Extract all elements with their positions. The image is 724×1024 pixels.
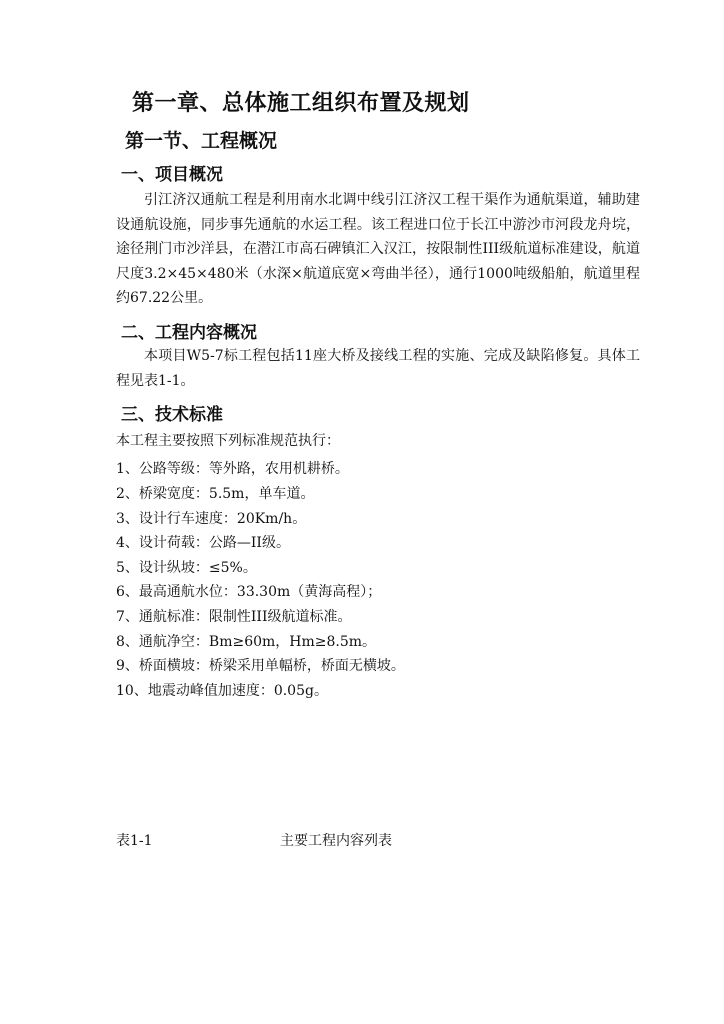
standard-item: 6、最高通航水位：33.30m（黄海高程）； xyxy=(116,584,382,600)
standard-item: 5、设计纵坡：≤5%。 xyxy=(116,560,257,576)
standard-item: 9、桥面横坡：桥梁采用单幅桥，桥面无横坡。 xyxy=(116,658,405,674)
overview-paragraph: 引江济汉通航工程是利用南水北调中线引江济汉工程干渠作为通航渠道，辅助建设通航设施，同步事先通航的水运工程。该工程进口位于长江中游沙市河段龙舟垸，途径荆门市沙洋县，在潜江市高石碑镇汇入汉江，按限制性III级航道标准建设，航道尺度3.2×45×480米（水深×航道底宽×弯曲半径），通行1000吨级船舶，航道里程约67.22公里。 xyxy=(116,192,640,307)
table-number: 表1-1 xyxy=(116,833,153,849)
chapter-title: 第一章、总体施工组织布置及规划 xyxy=(132,91,470,116)
content-paragraph: 本项目W5-7标工程包括11座大桥及接线工程的实施、完成及缺陷修复。具体工程见表1-1。 xyxy=(116,348,640,389)
content-heading: 二、工程内容概况 xyxy=(121,323,257,343)
overview-heading: 一、项目概况 xyxy=(121,165,223,185)
standard-item: 7、通航标准：限制性III级航道标准。 xyxy=(116,609,352,625)
standard-item: 10、地震动峰值加速度：0.05g。 xyxy=(116,683,328,699)
standard-item: 1、公路等级：等外路，农用机耕桥。 xyxy=(116,461,349,477)
standard-item: 4、设计荷载：公路—II级。 xyxy=(116,535,290,551)
standard-item: 8、通航净空：Bm≥60m，Hm≥8.5m。 xyxy=(116,634,377,650)
section-title: 第一节、工程概况 xyxy=(125,130,278,152)
standards-intro: 本工程主要按照下列标准规范执行： xyxy=(116,433,340,449)
standard-item: 3、设计行车速度：20Km/h。 xyxy=(116,511,307,527)
standards-heading: 三、技术标准 xyxy=(121,405,223,425)
standard-item: 2、桥梁宽度：5.5m，单车道。 xyxy=(116,486,315,502)
table-title: 主要工程内容列表 xyxy=(280,833,392,849)
